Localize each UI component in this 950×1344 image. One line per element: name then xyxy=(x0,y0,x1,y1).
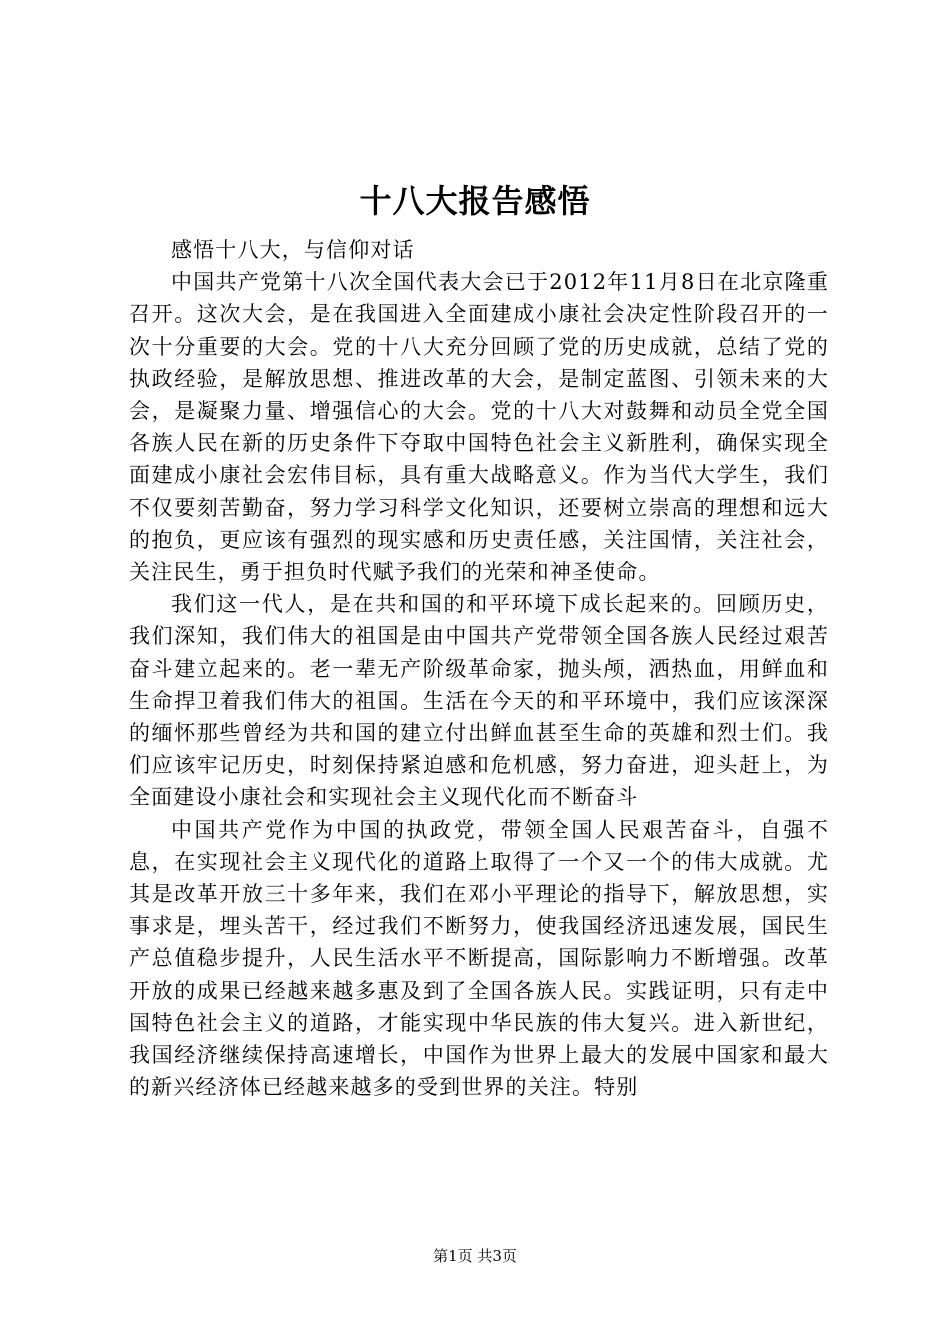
paragraph-2: 我们这一代人，是在共和国的和平环境下成长起来的。回顾历史，我们深知，我们伟大的祖国是由中国共产党带领全国各族人民经过艰苦奋斗建立起来的。老一辈无产阶级革命家，抛头颅，洒热血，用鲜血和生命捍卫着我们伟大的祖国。生活在今天的和平环境中，我们应该深深的缅怀那些曾经为共和国的建立付出鲜血甚至生命的英雄和烈士们。我们应该牢记历史，时刻保持紧迫感和危机感，努力奋进，迎头赶上，为全面建设小康社会和实现社会主义现代化而不断奋斗 xyxy=(129,592,829,810)
document-subtitle: 感悟十八大，与信仰对话 xyxy=(171,238,415,262)
document-body xyxy=(129,234,829,1103)
paragraph-1: 中国共产党第十八次全国代表大会已于2012年11月8日在北京隆重召开。这次大会，是在我国进入全面建成小康社会决定性阶段召开的一次十分重要的大会。党的十八大充分回顾了党的历史成就，总结了党的执政经验，是解放思想、推进改革的大会，是制定蓝图、引领未来的大会，是凝聚力量、增强信心的大会。党的十八大对鼓舞和动员全党全国各族人民在新的历史条件下夺取中国特色社会主义新胜利，确保实现全面建成小康社会宏伟目标，具有重大战略意义。作为当代大学生，我们不仅要刻苦勤奋，努力学习科学文化知识，还要树立崇高的理想和远大的抱负，更应该有强烈的现实感和历史责任感，关注国情，关注社会，关注民生，勇于担负时代赋予我们的光荣和神圣使命。 xyxy=(129,270,829,585)
paragraph-3: 中国共产党作为中国的执政党，带领全国人民艰苦奋斗，自强不息，在实现社会主义现代化的道路上取得了一个又一个的伟大成就。尤其是改革开放三十多年来，我们在邓小平理论的指导下，解放思想，实事求是，埋头苦干，经过我们不断努力，使我国经济迅速发展，国民生产总值稳步提升，人民生活水平不断提高，国际影响力不断增强。改革开放的成果已经越来越多惠及到了全国各族人民。实践证明，只有走中国特色社会主义的道路，才能实现中华民族的伟大复兴。进入新世纪，我国经济继续保持高速增长，中国作为世界上最大的发展中国家和最大的新兴经济体已经越来越多的受到世界的关注。特别 xyxy=(129,817,829,1100)
document-title: 十八大报告感悟 xyxy=(359,182,591,220)
page-number-footer: 第1页 共3页 xyxy=(433,1247,517,1265)
